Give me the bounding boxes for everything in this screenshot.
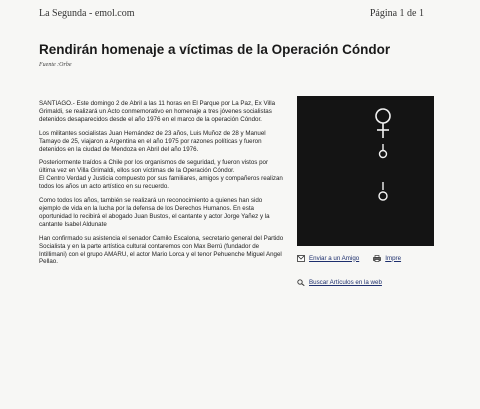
- article-title: Rendirán homenaje a víctimas de la Operación Cóndor: [39, 42, 391, 57]
- paragraph-2: Los militantes socialistas Juan Hernández de 23 años, Luis Muñoz de 28 y Manuel Tamayo de 25, viajaron a Argentina en el año 1975 por razones políticas y fueron detenidos en la ciudad de Mendoza en Abril del año 1976.: [39, 129, 266, 153]
- small-symbol-2: [379, 182, 387, 200]
- email-friend-label: Enviar a un Amigo: [309, 254, 360, 262]
- article-body: [39, 100, 285, 272]
- paragraph-3: Posteriormente traídos a Chile por los organismos de seguridad, y fueron vistos por última vez en Villa Grimaldi, ellos son víctimas de la Operación Cóndor. El Centro Verdad y Justicia compuesto por sus familiares, amigos y compañeros realizan todos los años un acto artístico en su recuerdo.: [39, 159, 283, 191]
- article-links: [297, 253, 447, 301]
- site-name: La Segunda - emol.com: [39, 8, 135, 19]
- venus-symbol: [376, 109, 390, 138]
- article-source: Fuente :Orbe: [39, 62, 72, 68]
- paragraph-1: SANTIAGO.- Este domingo 2 de Abril a las 11 horas en El Parque por La Paz, Ex Villa Grimaldi, se realizará un Acto conmemorativo en homenaje a tres jóvenes socialistas detenidos desaparecidos desde el año 1976 en el marco de la operación Cóndor.: [39, 100, 276, 123]
- page-indicator: Página 1 de 1: [369, 8, 424, 19]
- print-link[interactable]: [373, 255, 401, 262]
- small-symbol-1: [380, 144, 387, 158]
- magnifier-icon: [297, 279, 305, 286]
- email-friend-link[interactable]: [297, 255, 359, 262]
- article-photo: [297, 96, 434, 246]
- envelope-icon: [297, 255, 305, 262]
- print-label: Impre: [385, 254, 402, 262]
- paragraph-4: Como todos los años, también se realizará un reconocimiento a quienes han sido ejemplo de vida en la lucha por la defensa de los Derechos Humanos. En esta oportunidad lo recibirá el abogado Juan Bustos, el cantante y actor Jorge Yañez y la cantante Isabel Aldunate: [39, 197, 270, 228]
- printer-icon: [373, 255, 381, 262]
- search-articles-link[interactable]: [297, 279, 382, 286]
- paragraph-5: Han confirmado su asistencia el senador Camilo Escalona, secretario general del Partido Socialista y en la parte artística cultural contaremos con Max Berrú (fundador de Intillimani) con el grupo AMARU, el actor Mario Lorca y el tenor Pehuenche Miguel Angel Pellao.: [39, 234, 284, 266]
- search-articles-label: Buscar Artículos en la web: [309, 278, 382, 286]
